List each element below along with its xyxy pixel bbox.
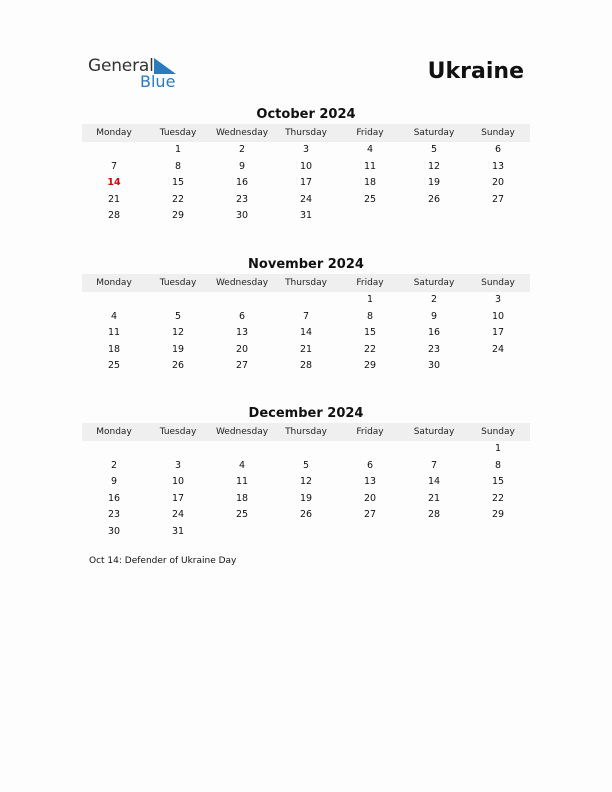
day-cell: 30 — [107, 525, 121, 537]
weekday-label: Friday — [356, 427, 384, 437]
week-row — [82, 142, 530, 159]
day-cell: 7 — [430, 459, 438, 471]
day-cell: 27 — [363, 509, 377, 520]
week-row — [82, 441, 530, 458]
day-cell: 17 — [491, 327, 505, 338]
weekday-label: Saturday — [413, 128, 455, 138]
empty-day-cell — [146, 441, 210, 458]
empty-day-cell — [210, 292, 274, 309]
day-cell: 12 — [427, 160, 441, 172]
day-cell: 26 — [171, 360, 185, 371]
day-cell: 11 — [235, 476, 249, 487]
empty-day-cell — [402, 441, 466, 458]
day-cell: 21 — [427, 492, 441, 504]
day-cell: 10 — [171, 476, 185, 487]
day-cell: 17 — [299, 177, 313, 188]
day-cell: 8 — [494, 459, 502, 471]
day-cell: 29 — [491, 509, 505, 520]
week-row — [82, 309, 530, 326]
day-cell: 17 — [171, 492, 185, 504]
day-cell: 13 — [491, 160, 505, 172]
empty-day-cell — [338, 441, 402, 458]
day-cell: 1 — [494, 443, 502, 454]
empty-day-cell — [402, 208, 466, 225]
day-cell: 30 — [235, 210, 249, 221]
day-cell: 6 — [494, 144, 502, 155]
weekday-label: Sunday — [481, 427, 515, 437]
weekday-label: Wednesday — [215, 128, 269, 138]
day-cell: 23 — [427, 343, 441, 355]
week-row — [82, 192, 530, 209]
weekday-label: Sunday — [481, 128, 515, 138]
day-cell: 4 — [366, 144, 374, 155]
day-cell: 2 — [110, 459, 118, 471]
weekday-label: Monday — [96, 128, 132, 138]
day-cell: 26 — [427, 193, 441, 205]
empty-day-cell — [146, 292, 210, 309]
day-cell: 11 — [107, 327, 121, 338]
weekday-label: Saturday — [413, 427, 455, 437]
day-cell: 20 — [235, 343, 249, 355]
weekday-label: Tuesday — [159, 128, 197, 138]
empty-day-cell — [338, 208, 402, 225]
brand-logo — [88, 56, 188, 92]
day-cell: 7 — [302, 310, 310, 322]
empty-day-cell — [82, 441, 146, 458]
empty-day-cell — [82, 292, 146, 309]
day-cell: 5 — [302, 459, 310, 471]
day-cell: 29 — [363, 360, 377, 371]
holiday-note: Oct 14: Defender of Ukraine Day — [89, 556, 237, 566]
weekday-label: Thursday — [285, 278, 327, 288]
holiday-day-cell: 14 — [107, 177, 121, 188]
month-calendar — [82, 106, 530, 225]
day-cell: 24 — [171, 509, 185, 520]
empty-day-cell — [466, 524, 530, 541]
empty-day-cell — [274, 441, 338, 458]
weekday-label: Friday — [356, 128, 384, 138]
week-row — [82, 491, 530, 508]
day-cell: 14 — [299, 327, 313, 338]
day-cell: 27 — [235, 360, 249, 371]
empty-day-cell — [402, 524, 466, 541]
weekday-label: Thursday — [285, 128, 327, 138]
empty-day-cell — [210, 441, 274, 458]
week-row — [82, 208, 530, 225]
day-cell: 3 — [174, 459, 182, 471]
week-row — [82, 358, 530, 375]
holiday-notes — [89, 556, 236, 566]
day-cell: 6 — [238, 310, 246, 322]
empty-day-cell — [210, 524, 274, 541]
day-cell: 16 — [235, 177, 249, 188]
day-cell: 16 — [107, 492, 121, 504]
month-calendar — [82, 256, 530, 375]
country-title: Ukraine — [427, 59, 524, 84]
day-cell: 1 — [174, 144, 182, 155]
week-row — [82, 159, 530, 176]
day-cell: 24 — [491, 343, 505, 355]
day-cell: 25 — [363, 193, 377, 205]
day-cell: 4 — [238, 459, 246, 471]
week-row — [82, 458, 530, 475]
day-cell: 30 — [427, 360, 441, 371]
weekday-label: Sunday — [481, 278, 515, 288]
empty-day-cell — [274, 524, 338, 541]
weekday-label: Wednesday — [215, 278, 269, 288]
day-cell: 28 — [107, 210, 121, 221]
day-cell: 9 — [110, 476, 118, 487]
month-title: October 2024 — [256, 107, 356, 122]
day-cell: 18 — [107, 343, 121, 355]
week-row — [82, 325, 530, 342]
day-cell: 15 — [491, 476, 505, 487]
day-cell: 22 — [491, 492, 505, 504]
day-cell: 7 — [110, 160, 118, 172]
day-cell: 13 — [363, 476, 377, 487]
day-cell: 23 — [107, 509, 121, 520]
empty-day-cell — [274, 292, 338, 309]
day-cell: 23 — [235, 193, 249, 205]
day-cell: 10 — [299, 160, 313, 172]
day-cell: 19 — [171, 343, 185, 355]
month-title: December 2024 — [248, 406, 364, 421]
weekday-label: Wednesday — [215, 427, 269, 437]
day-cell: 14 — [427, 476, 441, 487]
day-cell: 13 — [235, 327, 249, 338]
day-cell: 8 — [174, 160, 182, 172]
day-cell: 9 — [238, 160, 246, 172]
day-cell: 19 — [299, 492, 313, 504]
day-cell: 15 — [171, 177, 185, 188]
day-cell: 5 — [174, 310, 182, 322]
day-cell: 2 — [430, 294, 438, 305]
day-cell: 22 — [363, 343, 377, 355]
week-row — [82, 474, 530, 491]
day-cell: 29 — [171, 210, 185, 221]
day-cell: 21 — [299, 343, 313, 355]
day-cell: 25 — [107, 360, 121, 371]
day-cell: 20 — [491, 177, 505, 188]
week-row — [82, 342, 530, 359]
day-cell: 19 — [427, 177, 441, 188]
day-cell: 11 — [363, 160, 377, 172]
weekday-header-row — [82, 423, 530, 441]
month-title: November 2024 — [248, 257, 364, 272]
day-cell: 27 — [491, 193, 505, 205]
day-cell: 22 — [171, 193, 185, 205]
month-calendar — [82, 405, 530, 540]
week-row — [82, 507, 530, 524]
day-cell: 26 — [299, 509, 313, 520]
day-cell: 10 — [491, 310, 505, 322]
day-cell: 16 — [427, 327, 441, 338]
day-cell: 20 — [363, 492, 377, 504]
week-row — [82, 175, 530, 192]
day-cell: 12 — [299, 476, 313, 487]
weekday-label: Tuesday — [159, 427, 197, 437]
day-cell: 2 — [238, 144, 246, 155]
weekday-label: Friday — [356, 278, 384, 288]
empty-day-cell — [466, 358, 530, 375]
brand-general-text: General — [88, 56, 154, 76]
day-cell: 24 — [299, 193, 313, 205]
day-cell: 28 — [299, 360, 313, 371]
empty-day-cell — [338, 524, 402, 541]
day-cell: 6 — [366, 459, 374, 471]
day-cell: 3 — [302, 144, 310, 155]
day-cell: 21 — [107, 193, 121, 205]
weekday-label: Saturday — [413, 278, 455, 288]
day-cell: 31 — [171, 525, 185, 537]
weekday-label: Tuesday — [159, 278, 197, 288]
brand-blue-text: Blue — [140, 72, 176, 91]
day-cell: 18 — [235, 492, 249, 504]
weekday-label: Monday — [96, 278, 132, 288]
day-cell: 3 — [494, 294, 502, 305]
empty-day-cell — [466, 208, 530, 225]
day-cell: 18 — [363, 177, 377, 188]
week-row — [82, 292, 530, 309]
day-cell: 12 — [171, 327, 185, 338]
day-cell: 31 — [299, 210, 313, 221]
weekday-label: Monday — [96, 427, 132, 437]
day-cell: 9 — [430, 310, 438, 322]
empty-day-cell — [82, 142, 146, 159]
day-cell: 5 — [430, 144, 438, 155]
day-cell: 25 — [235, 509, 249, 520]
day-cell: 8 — [366, 310, 374, 322]
day-cell: 15 — [363, 327, 377, 338]
day-cell: 28 — [427, 509, 441, 520]
week-row — [82, 524, 530, 541]
weekday-header-row — [82, 124, 530, 142]
day-cell: 4 — [110, 310, 118, 322]
weekday-header-row — [82, 274, 530, 292]
day-cell: 1 — [366, 294, 374, 305]
weekday-label: Thursday — [285, 427, 327, 437]
